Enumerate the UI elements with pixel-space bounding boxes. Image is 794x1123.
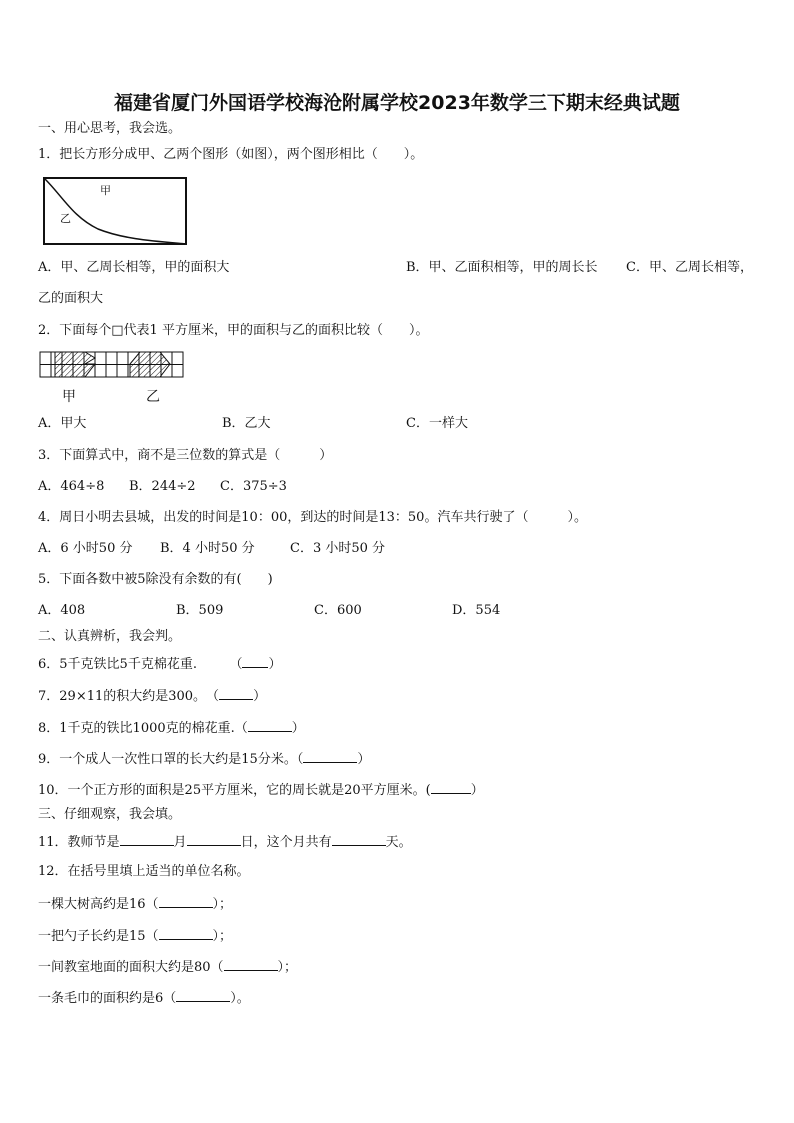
- question-12-line-1: [38, 894, 232, 914]
- question-10-text: 10．一个正方形的面积是25平方厘米，它的周长就是20平方厘米。(: [38, 783, 431, 798]
- question-10-answer-blank[interactable]: [431, 780, 471, 794]
- question-5-option-a[interactable]: A．408: [38, 603, 86, 618]
- question-12-line-1-close: ）；: [212, 897, 233, 912]
- question-12-line-1-text: 一棵大树高约是16（: [38, 897, 159, 912]
- question-2-option-c[interactable]: C．一样大: [406, 416, 468, 431]
- question-12-line-4: [38, 988, 250, 1008]
- question-4-option-a[interactable]: A．6 小时50 分: [38, 541, 133, 556]
- question-10-close-paren: ）: [470, 783, 484, 798]
- question-11-days-blank[interactable]: [332, 832, 386, 846]
- question-8-close-paren: ）: [291, 721, 305, 736]
- question-11-text-d: 天。: [385, 835, 412, 850]
- question-10: [38, 780, 484, 800]
- question-5-option-d[interactable]: D．554: [452, 603, 501, 618]
- question-1-option-a[interactable]: A．甲、乙周长相等，甲的面积大: [38, 260, 230, 275]
- question-2-text: 2．下面每个□代表1 平方厘米，甲的面积与乙的面积比较（ ）。: [38, 323, 429, 338]
- question-12-line-4-text: 一条毛巾的面积约是6（: [38, 991, 177, 1006]
- question-11-text-c: 日，这个月共有: [240, 835, 332, 850]
- question-12-line-4-close: ）。: [230, 991, 250, 1006]
- question-4-option-c[interactable]: C．3 小时50 分: [290, 541, 386, 556]
- question-9-text: 9．一个成人一次性口罩的长大约是15分米。（: [38, 752, 304, 767]
- page-title: 福建省厦门外国语学校海沧附属学校2023年数学三下期末经典试题: [114, 92, 680, 114]
- question-12-line-1-blank[interactable]: [159, 894, 213, 908]
- question-9-close-paren: ）: [357, 752, 371, 767]
- question-11-day-blank[interactable]: [187, 832, 241, 846]
- question-12-line-3-close: ）；: [277, 960, 298, 975]
- section-2-heading: 二、认真辨析，我会判。: [38, 629, 182, 644]
- question-6-close-paren: ）: [268, 657, 282, 672]
- question-11: [38, 832, 412, 852]
- question-2-option-b[interactable]: B．乙大: [222, 416, 271, 431]
- figure-label-jia: 甲: [100, 184, 111, 197]
- question-6: [38, 654, 281, 674]
- question-5-option-c[interactable]: C．600: [314, 603, 362, 618]
- question-3-option-a[interactable]: A．464÷8: [38, 479, 105, 494]
- question-1-option-b[interactable]: B．甲、乙面积相等，甲的周长长: [406, 260, 598, 275]
- question-8-answer-blank[interactable]: [248, 718, 292, 732]
- question-1-text: 1．把长方形分成甲、乙两个图形（如图），两个图形相比（ ）。: [38, 147, 424, 162]
- question-12-line-2-close: ）；: [212, 929, 233, 944]
- section-1-heading: 一、用心思考，我会选。: [38, 121, 182, 136]
- question-4-option-b[interactable]: B．4 小时50 分: [160, 541, 255, 556]
- question-6-answer-blank[interactable]: [242, 654, 268, 668]
- question-8: [38, 718, 305, 738]
- figure-label-yi: 乙: [60, 212, 71, 225]
- question-12-line-2-blank[interactable]: [159, 926, 213, 940]
- question-3-text: 3．下面算式中，商不是三位数的算式是（ ）: [38, 448, 333, 463]
- question-1-option-c[interactable]: C．甲、乙周长相等，: [626, 260, 753, 275]
- question-3-option-b[interactable]: B．244÷2: [129, 479, 196, 494]
- question-5-option-b[interactable]: B．509: [176, 603, 224, 618]
- question-7-answer-blank[interactable]: [219, 686, 253, 700]
- question-4-text: 4．周日小明去县城，出发的时间是10：00，到达的时间是13：50。汽车共行驶了（ ）。: [38, 510, 587, 525]
- question-9: [38, 749, 370, 769]
- question-11-month-blank[interactable]: [120, 832, 174, 846]
- question-6-text: 6．5千克铁比5千克棉花重. （: [38, 657, 243, 672]
- question-2-grid-figure: [39, 351, 185, 379]
- question-2-option-a[interactable]: A．甲大: [38, 416, 87, 431]
- question-11-text-b: 月: [173, 835, 187, 850]
- grid-label-jia: 甲: [62, 389, 76, 405]
- question-12-line-2-text: 一把勺子长约是15（: [38, 929, 159, 944]
- section-3-heading: 三、仔细观察，我会填。: [38, 807, 182, 822]
- question-12-line-3: [38, 957, 297, 977]
- question-7: [38, 686, 266, 706]
- question-3-option-c[interactable]: C．375÷3: [220, 479, 287, 494]
- question-12-line-3-text: 一间教室地面的面积大约是80（: [38, 960, 224, 975]
- question-1-option-c-continued: 乙的面积大: [38, 291, 104, 306]
- question-9-answer-blank[interactable]: [303, 749, 357, 763]
- grid-label-yi: 乙: [146, 389, 160, 405]
- question-12-line-3-blank[interactable]: [224, 957, 278, 971]
- question-12-line-2: [38, 926, 232, 946]
- question-11-text-a: 11．教师节是: [38, 835, 120, 850]
- question-5-text: 5．下面各数中被5除没有余数的有( ): [38, 572, 273, 587]
- question-8-text: 8．1千克的铁比1000克的棉花重.（: [38, 721, 248, 736]
- question-7-close-paren: ）: [253, 689, 267, 704]
- question-12-line-4-blank[interactable]: [176, 988, 230, 1002]
- question-12-text: 12．在括号里填上适当的单位名称。: [38, 864, 250, 879]
- question-7-text: 7．29×11的积大约是300。 （: [38, 689, 220, 704]
